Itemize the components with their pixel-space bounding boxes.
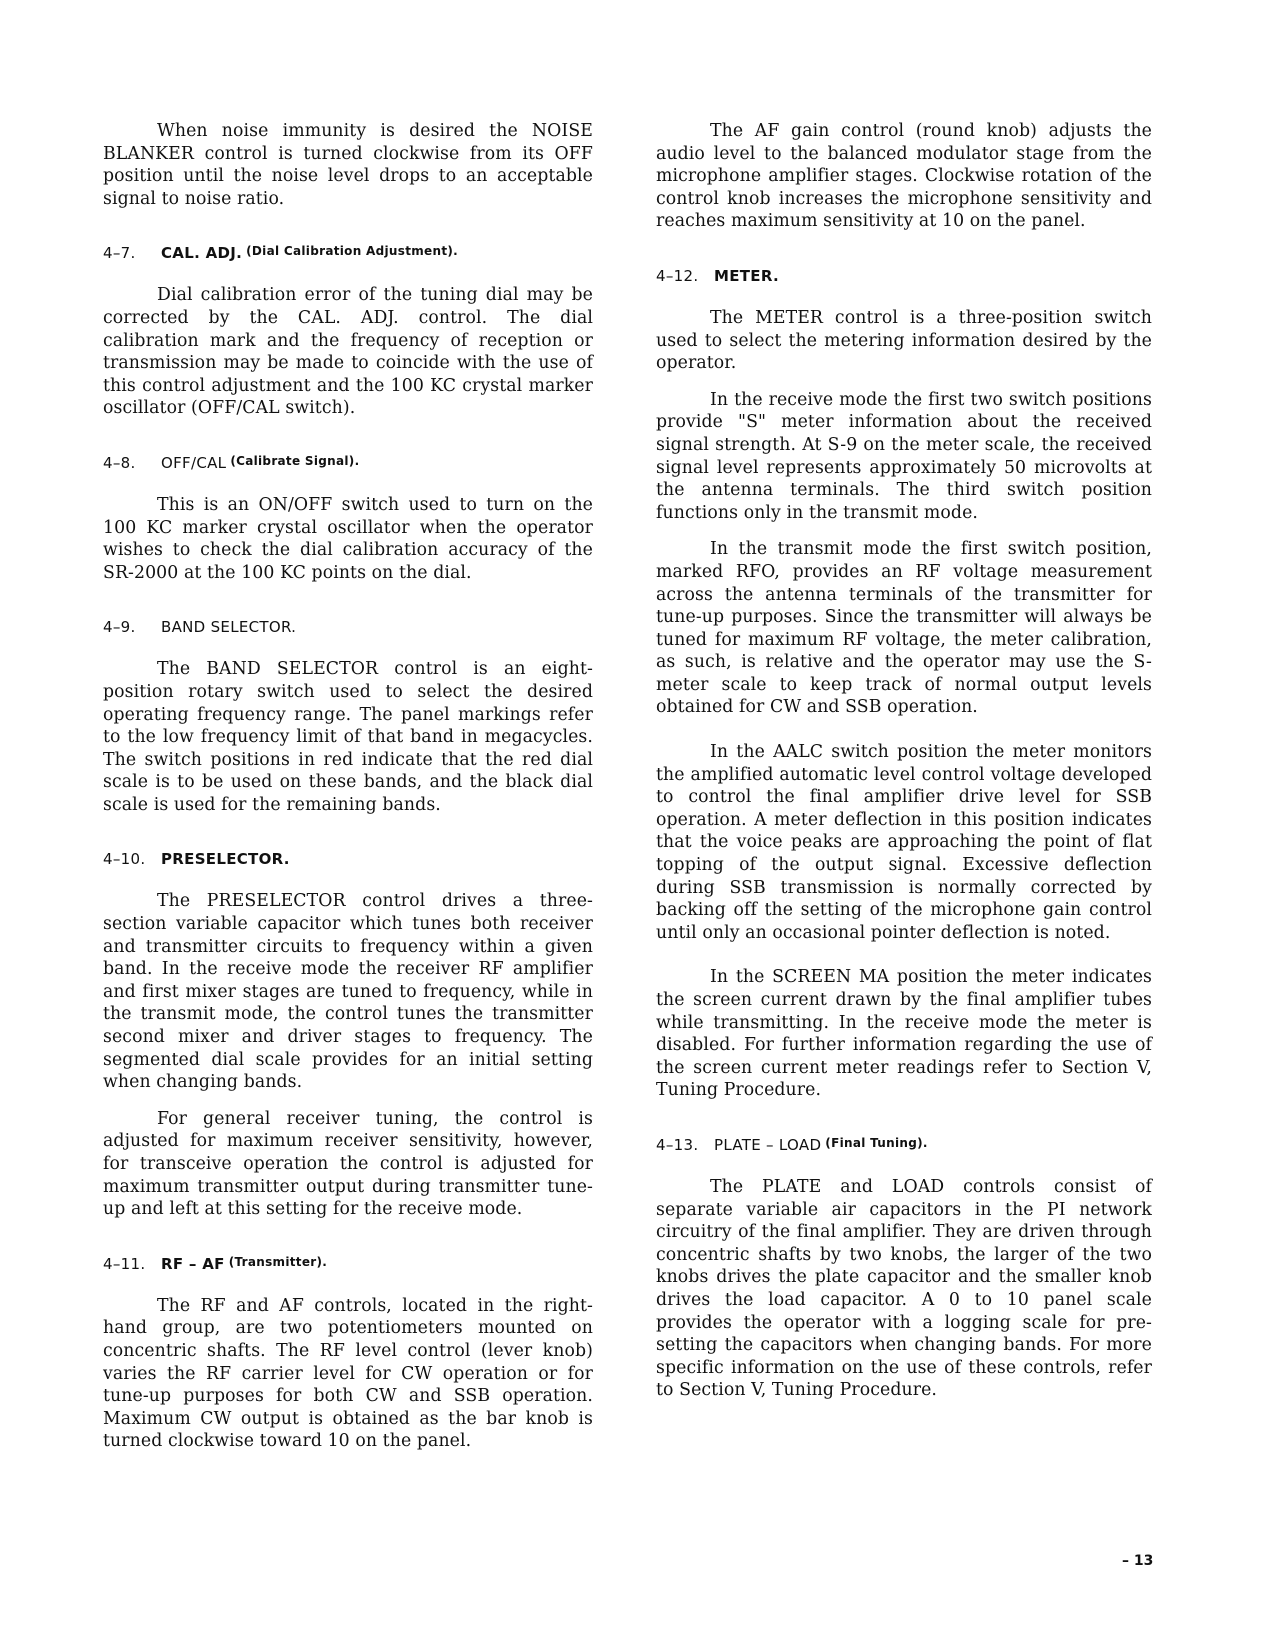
section-title: OFF/CAL xyxy=(161,453,227,472)
section-number: 4–12. xyxy=(656,266,699,285)
section-number: 4–8. xyxy=(103,453,136,472)
meter-paragraph-5: In the SCREEN MA position the meter indicates the screen current drawn by the final amplifier tubes while transmitting. In the receive mode the meter is disabled. For further information regarding the use of the screen current meter readings refer to Section V, Tuning Procedure. xyxy=(656,967,1152,1101)
rf-af-paragraph: The RF and AF controls, located in the right-hand group, are two potentiometers mounted on concentric shafts. The RF level control (lever knob) varies the RF carrier level for CW operation or for tune-up purposes for both CW and SSB operation. Maximum CW output is obtained as the bar knob is turned clockwise toward 10 on the panel. xyxy=(103,1295,593,1452)
left-column xyxy=(103,120,593,1453)
section-subtitle: (Dial Calibration Adjustment). xyxy=(246,244,459,259)
cal-adj-paragraph: Dial calibration error of the tuning dial may be corrected by the CAL. ADJ. control. The dial calibration mark and the frequency of reception or transmission may be made to coincide with the use of this control adjustment and the 100 KC crystal marker oscillator (OFF/CAL switch). xyxy=(103,285,593,419)
section-heading-4-8 xyxy=(103,454,593,472)
section-heading-4-13 xyxy=(656,1136,1152,1154)
meter-paragraph-4: In the AALC switch position the meter monitors the amplified automatic level control voltage developed to control the final amplifier drive level for SSB operation. A meter deflection in this position indicates that the voice peaks are approaching the point of flat topping of the output signal. Excessive deflection during SSB transmission is normally corrected by backing off the setting of the microphone gain control until only an occasional pointer deflection is noted. xyxy=(656,742,1152,943)
plate-load-paragraph: The PLATE and LOAD controls consist of separate variable air capacitors in the PI network circuitry of the final amplifier. They are driven through concentric shafts by two knobs, the larger of the two knobs drives the plate capacitor and the smaller knob drives the load capacitor. A 0 to 10 panel scale provides the operator with a logging scale for pre-setting the capacitors when changing bands. For more specific information on the use of these controls, refer to Section V, Tuning Procedure. xyxy=(656,1176,1152,1401)
right-column xyxy=(656,120,1152,1402)
section-title: BAND SELECTOR. xyxy=(161,618,297,637)
section-subtitle: (Final Tuning). xyxy=(825,1135,928,1150)
section-heading-4-11 xyxy=(103,1255,593,1273)
section-number: 4–11. xyxy=(103,1254,146,1273)
section-title: RF – AF xyxy=(161,1254,225,1273)
section-title: METER. xyxy=(714,266,779,285)
preselector-paragraph-1: The PRESELECTOR control drives a three-section variable capacitor which tunes both receiver and transmitter circuits to frequency within a given band. In the receive mode the receiver RF amplifier and first mixer stages are tuned to frequency, while in the transmit mode, the control tunes the transmitter second mixer and driver stages to frequency. The segmented dial scale provides for an initial setting when changing bands. xyxy=(103,891,593,1093)
section-heading-4-10 xyxy=(103,850,593,868)
page-number: – 13 xyxy=(1122,1553,1154,1569)
off-cal-paragraph: This is an ON/OFF switch used to turn on the 100 KC marker crystal oscillator when the operator wishes to check the dial calibration accuracy of the SR-2000 at the 100 KC points on the dial. xyxy=(103,494,593,583)
section-title: CAL. ADJ. xyxy=(161,244,243,263)
meter-paragraph-1: The METER control is a three-position switch used to select the metering information desired by the operator. xyxy=(656,307,1152,374)
section-title: PLATE – LOAD xyxy=(714,1135,822,1154)
meter-paragraph-2: In the receive mode the first two switch positions provide "S" meter information about the received signal strength. At S-9 on the meter scale, the received signal level represents approximately 50 microvolts at the antenna terminals. The third switch position functions only in the transmit mode. xyxy=(656,389,1152,523)
section-title: PRESELECTOR. xyxy=(161,850,290,869)
af-gain-paragraph: The AF gain control (round knob) adjusts the audio level to the balanced modulator stage from the microphone amplifier stages. Clockwise rotation of the control knob increases the microphone sensitivity and reaches maximum sensitivity at 10 on the panel. xyxy=(656,121,1152,232)
section-number: 4–7. xyxy=(103,244,136,263)
preselector-paragraph-2: For general receiver tuning, the control is adjusted for maximum receiver sensitivity, however, for transceive operation the control is adjusted for maximum transmitter output during transmitter tune-up and left at this setting for the receive mode. xyxy=(103,1108,593,1220)
section-subtitle: (Calibrate Signal). xyxy=(230,453,360,468)
section-heading-4-7 xyxy=(103,244,593,262)
section-number: 4–9. xyxy=(103,618,136,637)
band-selector-paragraph: The BAND SELECTOR control is an eight-position rotary switch used to select the desired operating frequency range. The panel markings refer to the low frequency limit of that band in megacycles. The switch positions in red indicate that the red dial scale is to be used on these bands, and the black dial scale is used for the remaining bands. xyxy=(103,659,593,815)
section-subtitle: (Transmitter). xyxy=(228,1254,328,1269)
meter-paragraph-3: In the transmit mode the first switch position, marked RFO, provides an RF voltage measurement across the antenna terminals of the transmitter for tune-up purposes. Since the transmitter will always be tuned for maximum RF voltage, the meter calibration, as such, is relative and the operator may use the S-meter scale to keep track of normal output levels obtained for CW and SSB operation. xyxy=(656,539,1152,718)
noise-blanker-paragraph: When noise immunity is desired the NOISE BLANKER control is turned clockwise from its OFF position until the noise level drops to an acceptable signal to noise ratio. xyxy=(103,121,593,209)
section-heading-4-9 xyxy=(103,618,593,636)
section-number: 4–13. xyxy=(656,1135,699,1154)
section-number: 4–10. xyxy=(103,850,146,869)
section-heading-4-12 xyxy=(656,267,1152,285)
